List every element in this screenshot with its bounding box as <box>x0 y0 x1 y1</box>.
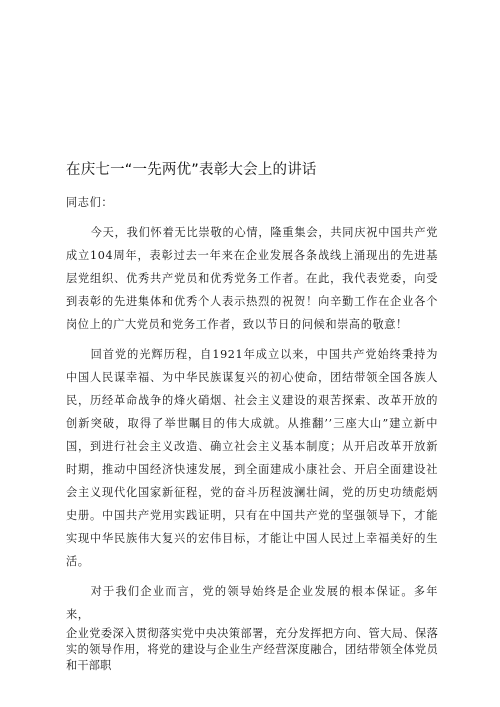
paragraph-1: 今天，我们怀着无比崇敬的心情，隆重集会，共同庆祝中国共产党成立104周年，表彰过去一年来在企业发展各条战线上涌现出的先进基层党组织、优秀共产党员和优秀党务工作者。在此，我代表党委，向受到表彰的先进集体和优秀个人表示热烈的祝贺！向辛勤工作在企业各个岗位上的广大党员和党务工作者，致以节日的问候和崇高的敬意！ <box>66 226 438 331</box>
document-title: 在庆七一“一先两优”表彰大会上的讲话 <box>66 162 317 178</box>
document-body <box>66 191 438 674</box>
salutation: 同志们： <box>66 196 114 209</box>
paragraph-3: 对于我们企业而言，党的领导始终是企业发展的根本保证。多年来， <box>66 585 438 621</box>
paragraph-4: 企业党委深入贯彻落实党中央决策部署，充分发挥把方向、管大局、保落实的领导作用，将党的建设与企业生产经营深度融合，团结带领全体党员和干部职 <box>66 627 438 672</box>
paragraph-2: 回首党的光辉历程，自1921年成立以来，中国共产党始终秉持为中国人民谋幸福、为中华民族谋复兴的初心使命，团结带领全国各族人民，历经革命战争的烽火硝烟、社会主义建设的艰苦探索、改革开放的创新突破，取得了举世瞩目的伟大成就。从推翻’’三座大山”建立新中国，到进行社会主义改造、确立社会主义基本制度；从开启改革开放新时期，推动中国经济快速发展，到全面建成小康社会、开启全面建设社会主义现代化国家新征程，党的奋斗历程波澜壮阔，党的历史功绩彪炳史册。中国共产党用实践证明，只有在中国共产党的坚强领导下，才能实现中华民族伟大复兴的宏伟目标，才能让中国人民过上幸福美好的生活。 <box>66 348 438 568</box>
